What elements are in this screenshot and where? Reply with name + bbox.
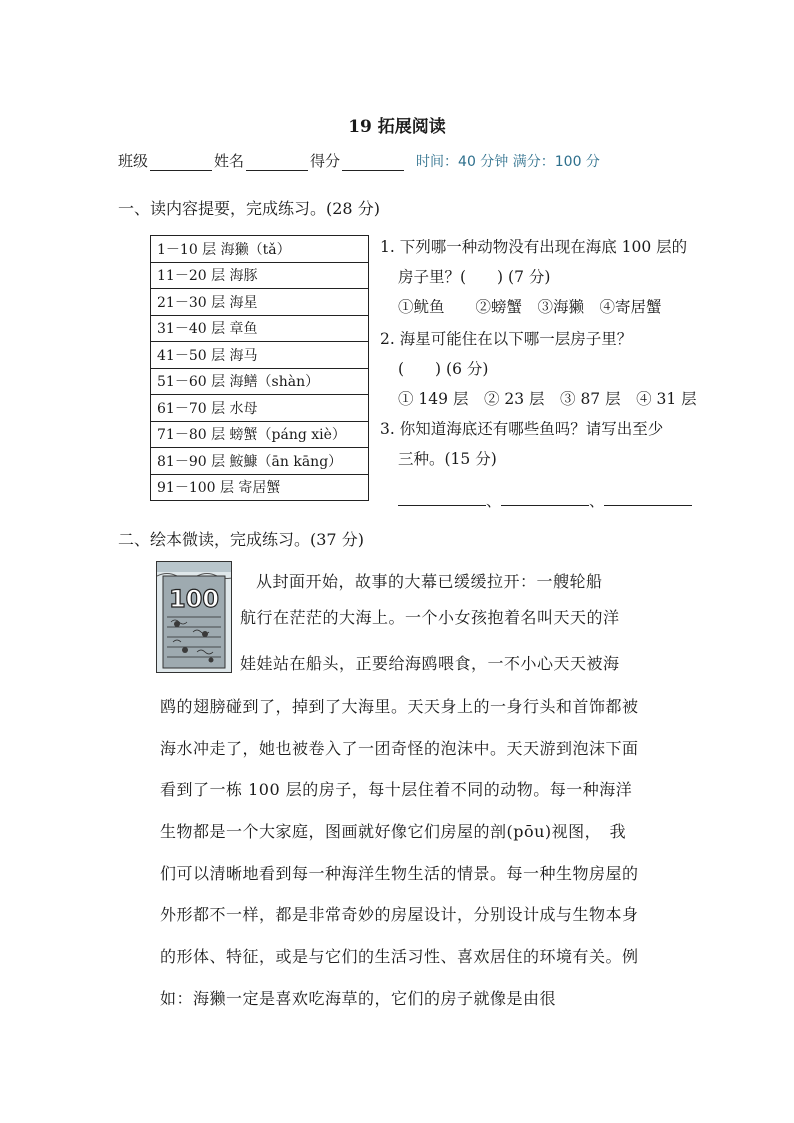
score-blank[interactable] — [342, 156, 404, 171]
info-line — [118, 150, 600, 171]
floor-cell: 1－10 层 海獭（tǎ） — [151, 236, 369, 263]
class-blank[interactable] — [150, 156, 212, 171]
q3-line1: 3. 你知道海底还有哪些鱼吗？请写出至少 — [380, 420, 664, 438]
class-label: 班级 — [118, 152, 149, 170]
question-3 — [380, 414, 663, 474]
floor-cell: 51－60 层 海鳝（shàn） — [151, 368, 369, 395]
q1-line1: 1. 下列哪一种动物没有出现在海底 100 层的 — [380, 238, 688, 256]
cover-number: 100 — [168, 585, 220, 613]
q3-answer-2[interactable] — [501, 491, 589, 506]
name-blank[interactable] — [246, 156, 308, 171]
table-row — [151, 315, 369, 342]
paragraph-line: 的形体、特征，或是与它们的生活习性、喜欢居住的环境有关。例 — [160, 947, 639, 966]
floors-table — [150, 235, 369, 501]
q3-answer-3[interactable] — [604, 491, 692, 506]
paragraph-line: 海水冲走了，她也被卷入了一团奇怪的泡沫中。天天游到泡沫下面 — [160, 739, 639, 758]
table-row — [151, 421, 369, 448]
q1-line2: 房子里？( ) (7 分) — [398, 268, 551, 286]
name-label: 姓名 — [214, 152, 245, 170]
paragraph-line: 看到了一栋 100 层的房子，每十层住着不同的动物。每一种海洋 — [160, 780, 633, 799]
floor-cell: 21－30 层 海星 — [151, 289, 369, 316]
floor-cell: 11－20 层 海豚 — [151, 262, 369, 289]
separator: 、 — [589, 492, 605, 510]
q2-options: ① 149 层 ② 23 层 ③ 87 层 ④ 31 层 — [398, 390, 697, 408]
q3-answer-lines — [398, 490, 692, 511]
q1-options: ①鱿鱼 ②螃蟹 ③海獭 ④寄居蟹 — [398, 298, 662, 316]
paragraph-line: 鸥的翅膀碰到了，掉到了大海里。天天身上的一身行头和首饰都被 — [160, 697, 639, 716]
question-1 — [380, 232, 687, 322]
floor-cell: 61－70 层 水母 — [151, 395, 369, 422]
paragraph-line: 外形都不一样，都是非常奇妙的房屋设计，分别设计成与生物本身 — [160, 905, 639, 924]
table-row — [151, 474, 369, 501]
table-row — [151, 368, 369, 395]
score-label: 得分 — [310, 152, 341, 170]
q2-line1: 2. 海星可能住在以下哪一层房子里？ — [380, 330, 633, 348]
table-row — [151, 289, 369, 316]
floor-cell: 41－50 层 海马 — [151, 342, 369, 369]
page-title: 19 拓展阅读 — [348, 117, 446, 137]
paragraph-line: 从封面开始，故事的大幕已缓缓拉开：一艘轮船 — [256, 572, 603, 591]
paragraph-line: 娃娃站在船头，正要给海鸥喂食，一不小心天天被海 — [240, 654, 620, 673]
section2-heading: 二、绘本微读，完成练习。(37 分) — [118, 530, 364, 549]
table-row — [151, 236, 369, 263]
floor-cell: 91－100 层 寄居蟹 — [151, 474, 369, 501]
q3-line2: 三种。(15 分) — [398, 450, 497, 468]
separator: 、 — [486, 492, 502, 510]
question-2 — [380, 324, 697, 414]
q2-line2: ( ) (6 分) — [398, 360, 489, 378]
paragraph-line: 生物都是一个大家庭，图画就好像它们房屋的剖(pōu)视图， 我 — [160, 822, 627, 841]
paragraph-line: 们可以清晰地看到每一种海洋生物生活的情景。每一种生物房屋的 — [160, 864, 639, 883]
paragraph-line: 如：海獭一定是喜欢吃海草的，它们的房子就像是由很 — [160, 989, 557, 1008]
q3-answer-1[interactable] — [398, 491, 486, 506]
table-row — [151, 342, 369, 369]
section1-heading: 一、读内容提要，完成练习。(28 分) — [118, 199, 380, 218]
paragraph-line: 航行在茫茫的大海上。一个小女孩抱着名叫天天的洋 — [240, 608, 620, 627]
table-row — [151, 395, 369, 422]
floor-cell: 71－80 层 螃蟹（páng xiè） — [151, 421, 369, 448]
floor-cell: 81－90 层 鮟鱇（ān kāng） — [151, 448, 369, 475]
table-row — [151, 262, 369, 289]
table-row — [151, 448, 369, 475]
floor-cell: 31－40 层 章鱼 — [151, 315, 369, 342]
time-info: 时间：40 分钟 满分：100 分 — [416, 154, 600, 170]
